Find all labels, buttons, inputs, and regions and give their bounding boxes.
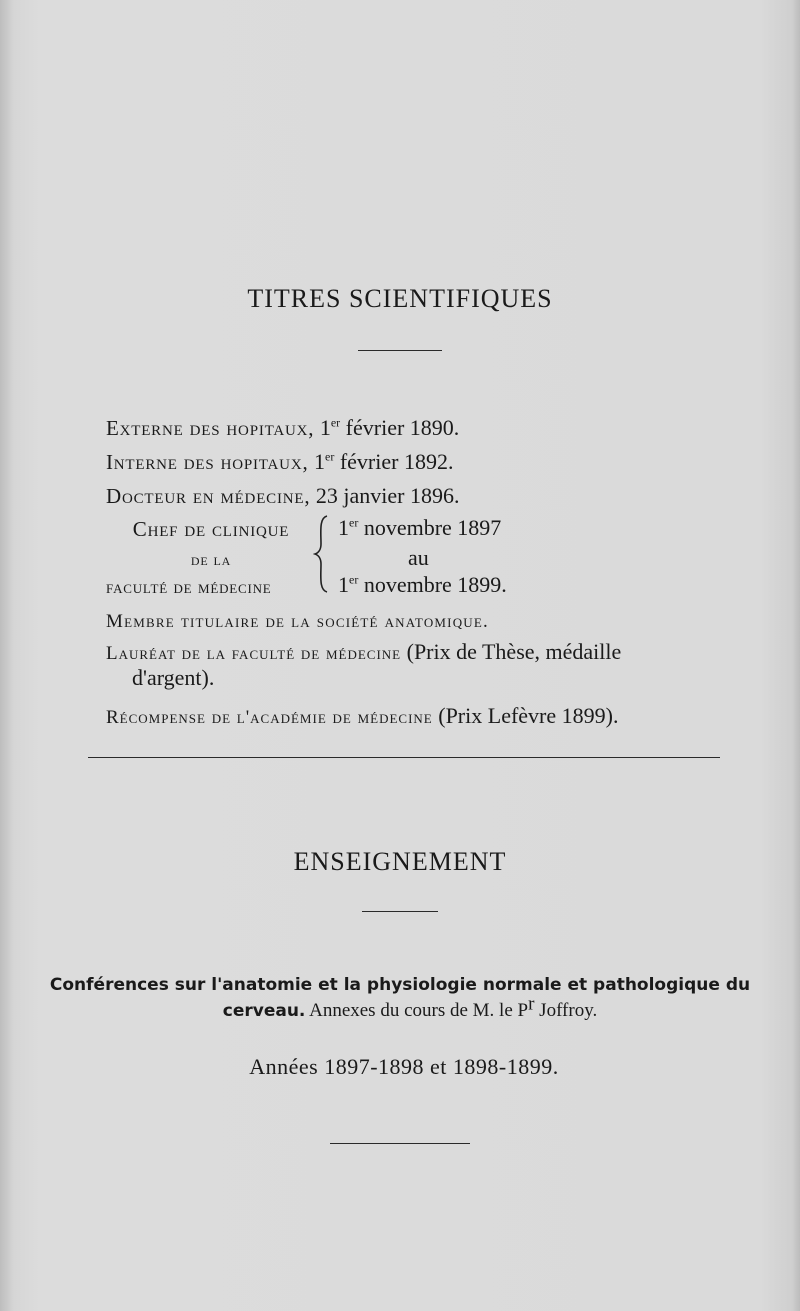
titres-rule (358, 350, 442, 351)
entry-laureat-title: Lauréat de la faculté de médecine (106, 643, 402, 664)
entry-chef-line1: Chef de clinique (132, 517, 290, 541)
entry-interne (106, 449, 453, 475)
entry-docteur (106, 483, 460, 509)
annees-text: Années 1897-1898 et 1898-1899. (249, 1054, 559, 1079)
enseignement-heading: ENSEIGNEMENT (293, 847, 507, 876)
entry-externe-title: Externe des hopitaux, (106, 416, 315, 440)
conferences-line1: Conférences sur l'anatomie et la physiologie normale et pathologique du (49, 975, 751, 995)
entry-chef-line2: de la (190, 550, 232, 569)
entry-laureat-line1 (106, 639, 621, 667)
entry-externe (106, 415, 459, 441)
entry-laureat-detail: (Prix de Thèse, médaille (406, 639, 622, 664)
entry-docteur-date: 23 janvier 1896. (315, 483, 460, 508)
bottom-rule (330, 1143, 470, 1144)
conferences-line2: cerveau. Annexes du cours de M. le $P^r$ Joffroy. (222, 993, 598, 1021)
enseignement-rule (362, 911, 438, 912)
entry-chef-au: au (408, 545, 429, 570)
conferences-text (40, 972, 760, 1024)
entry-chef-line3: faculté de médecine (106, 577, 272, 598)
entry-interne-title: Interne des hopitaux, (106, 450, 309, 474)
titres-heading: TITRES SCIENTIFIQUES (247, 284, 553, 313)
entry-externe-date: 1er février 1890. (319, 415, 460, 440)
entry-laureat-line2: d'argent). (132, 665, 215, 690)
entry-recompense-title: Récompense de l'académie de médecine (106, 707, 433, 728)
entry-recompense (106, 703, 618, 731)
curly-brace-icon (313, 514, 333, 594)
entry-chef-to: 1er novembre 1899. (338, 572, 507, 597)
entry-recompense-detail: (Prix Lefèvre 1899). (438, 703, 619, 728)
entry-chef-from: 1er novembre 1897 (338, 515, 502, 540)
entry-docteur-title: Docteur en médecine, (106, 484, 311, 508)
section-divider (88, 757, 720, 758)
entry-interne-date: 1er février 1892. (314, 449, 454, 474)
entry-membre: Membre titulaire de la société anatomique. (106, 611, 489, 632)
